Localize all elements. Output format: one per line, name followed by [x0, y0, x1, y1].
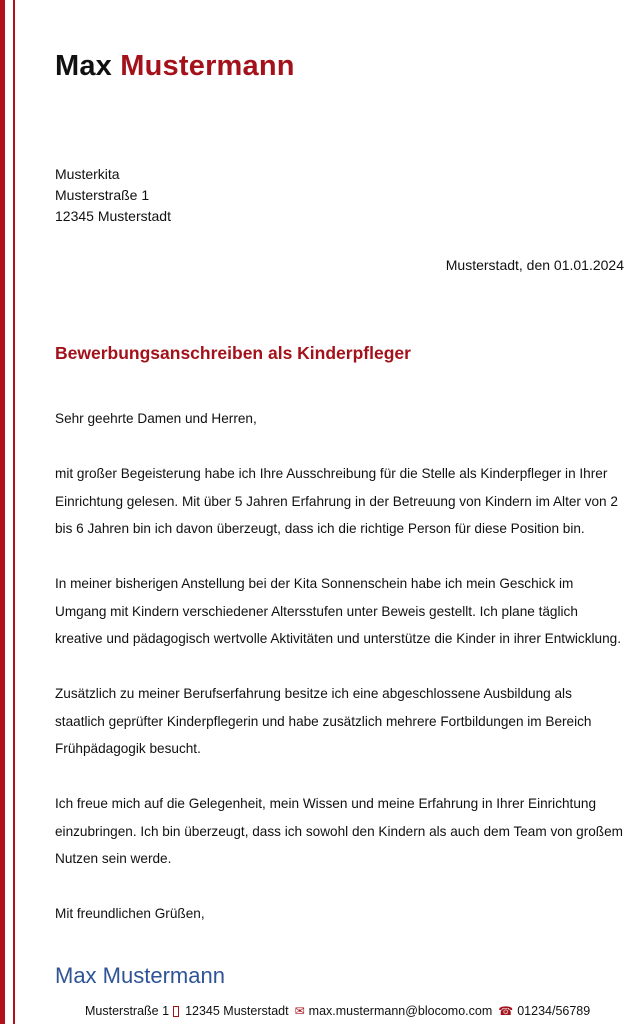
paragraph-3: Zusätzlich zu meiner Berufserfahrung besitze ich eine abgeschlossene Ausbildung als staatlich geprüfter Kinderpflegerin und habe zusätzlich mehrere Fortbildungen im Bereich Frühpädagogik besucht.: [55, 686, 592, 756]
sender-last-name: Mustermann: [120, 50, 295, 82]
recipient-address: [55, 164, 171, 227]
sender-first-name: Max: [55, 50, 113, 82]
closing: Mit freundlichen Grüßen,: [55, 906, 205, 921]
decorative-bar-thin: [13, 0, 15, 1024]
sender-name: [55, 50, 295, 83]
recipient-name: Musterkita: [55, 166, 120, 182]
footer-phone[interactable]: 01234/56789: [517, 1004, 591, 1018]
recipient-city: 12345 Musterstadt: [55, 208, 171, 224]
decorative-bar-thick: [0, 0, 5, 1024]
salutation: Sehr geehrte Damen und Herren,: [55, 411, 257, 426]
signature-name: Max Mustermann: [55, 963, 225, 988]
letter-body: [55, 405, 625, 928]
footer-city: 12345 Musterstadt: [185, 1004, 289, 1018]
date-line: Musterstadt, den 01.01.2024: [445, 257, 624, 273]
letter-subject: Bewerbungsanschreiben als Kinderpfleger: [55, 343, 411, 363]
envelope-icon: ✉: [294, 1004, 305, 1018]
footer-street: Musterstraße 1: [85, 1004, 170, 1018]
paragraph-1: mit großer Begeisterung habe ich Ihre Ausschreibung für die Stelle als Kinderpfleger in Ihrer Einrichtung gelesen. Mit über 5 Jahren Erfahrung in der Betreuung von Kindern im Alter von 2 bis 6 Jahren bin ich davon überzeugt, dass ich die richtige Person für diese Position bin.: [55, 466, 618, 536]
recipient-street: Musterstraße 1: [55, 187, 150, 203]
phone-icon: ☎: [498, 1004, 514, 1018]
paragraph-4: Ich freue mich auf die Gelegenheit, mein Wissen und meine Erfahrung in Ihrer Einrichtung einzubringen. Ich bin überzeugt, dass ich sowohl den Kindern als auch dem Team von großem Nutzen sein werde.: [55, 796, 623, 866]
separator-icon: [173, 1006, 179, 1017]
footer-contact: [85, 1004, 590, 1018]
footer-email[interactable]: max.mustermann@blocomo.com: [308, 1004, 493, 1018]
paragraph-2: In meiner bisherigen Anstellung bei der Kita Sonnenschein habe ich mein Geschick im Umgang mit Kindern verschiedener Altersstufen unter Beweis gestellt. Ich plane täglich kreative und pädagogisch wertvolle Aktivitäten und unterstütze die Kinder in ihrer Entwicklung.: [55, 576, 621, 646]
